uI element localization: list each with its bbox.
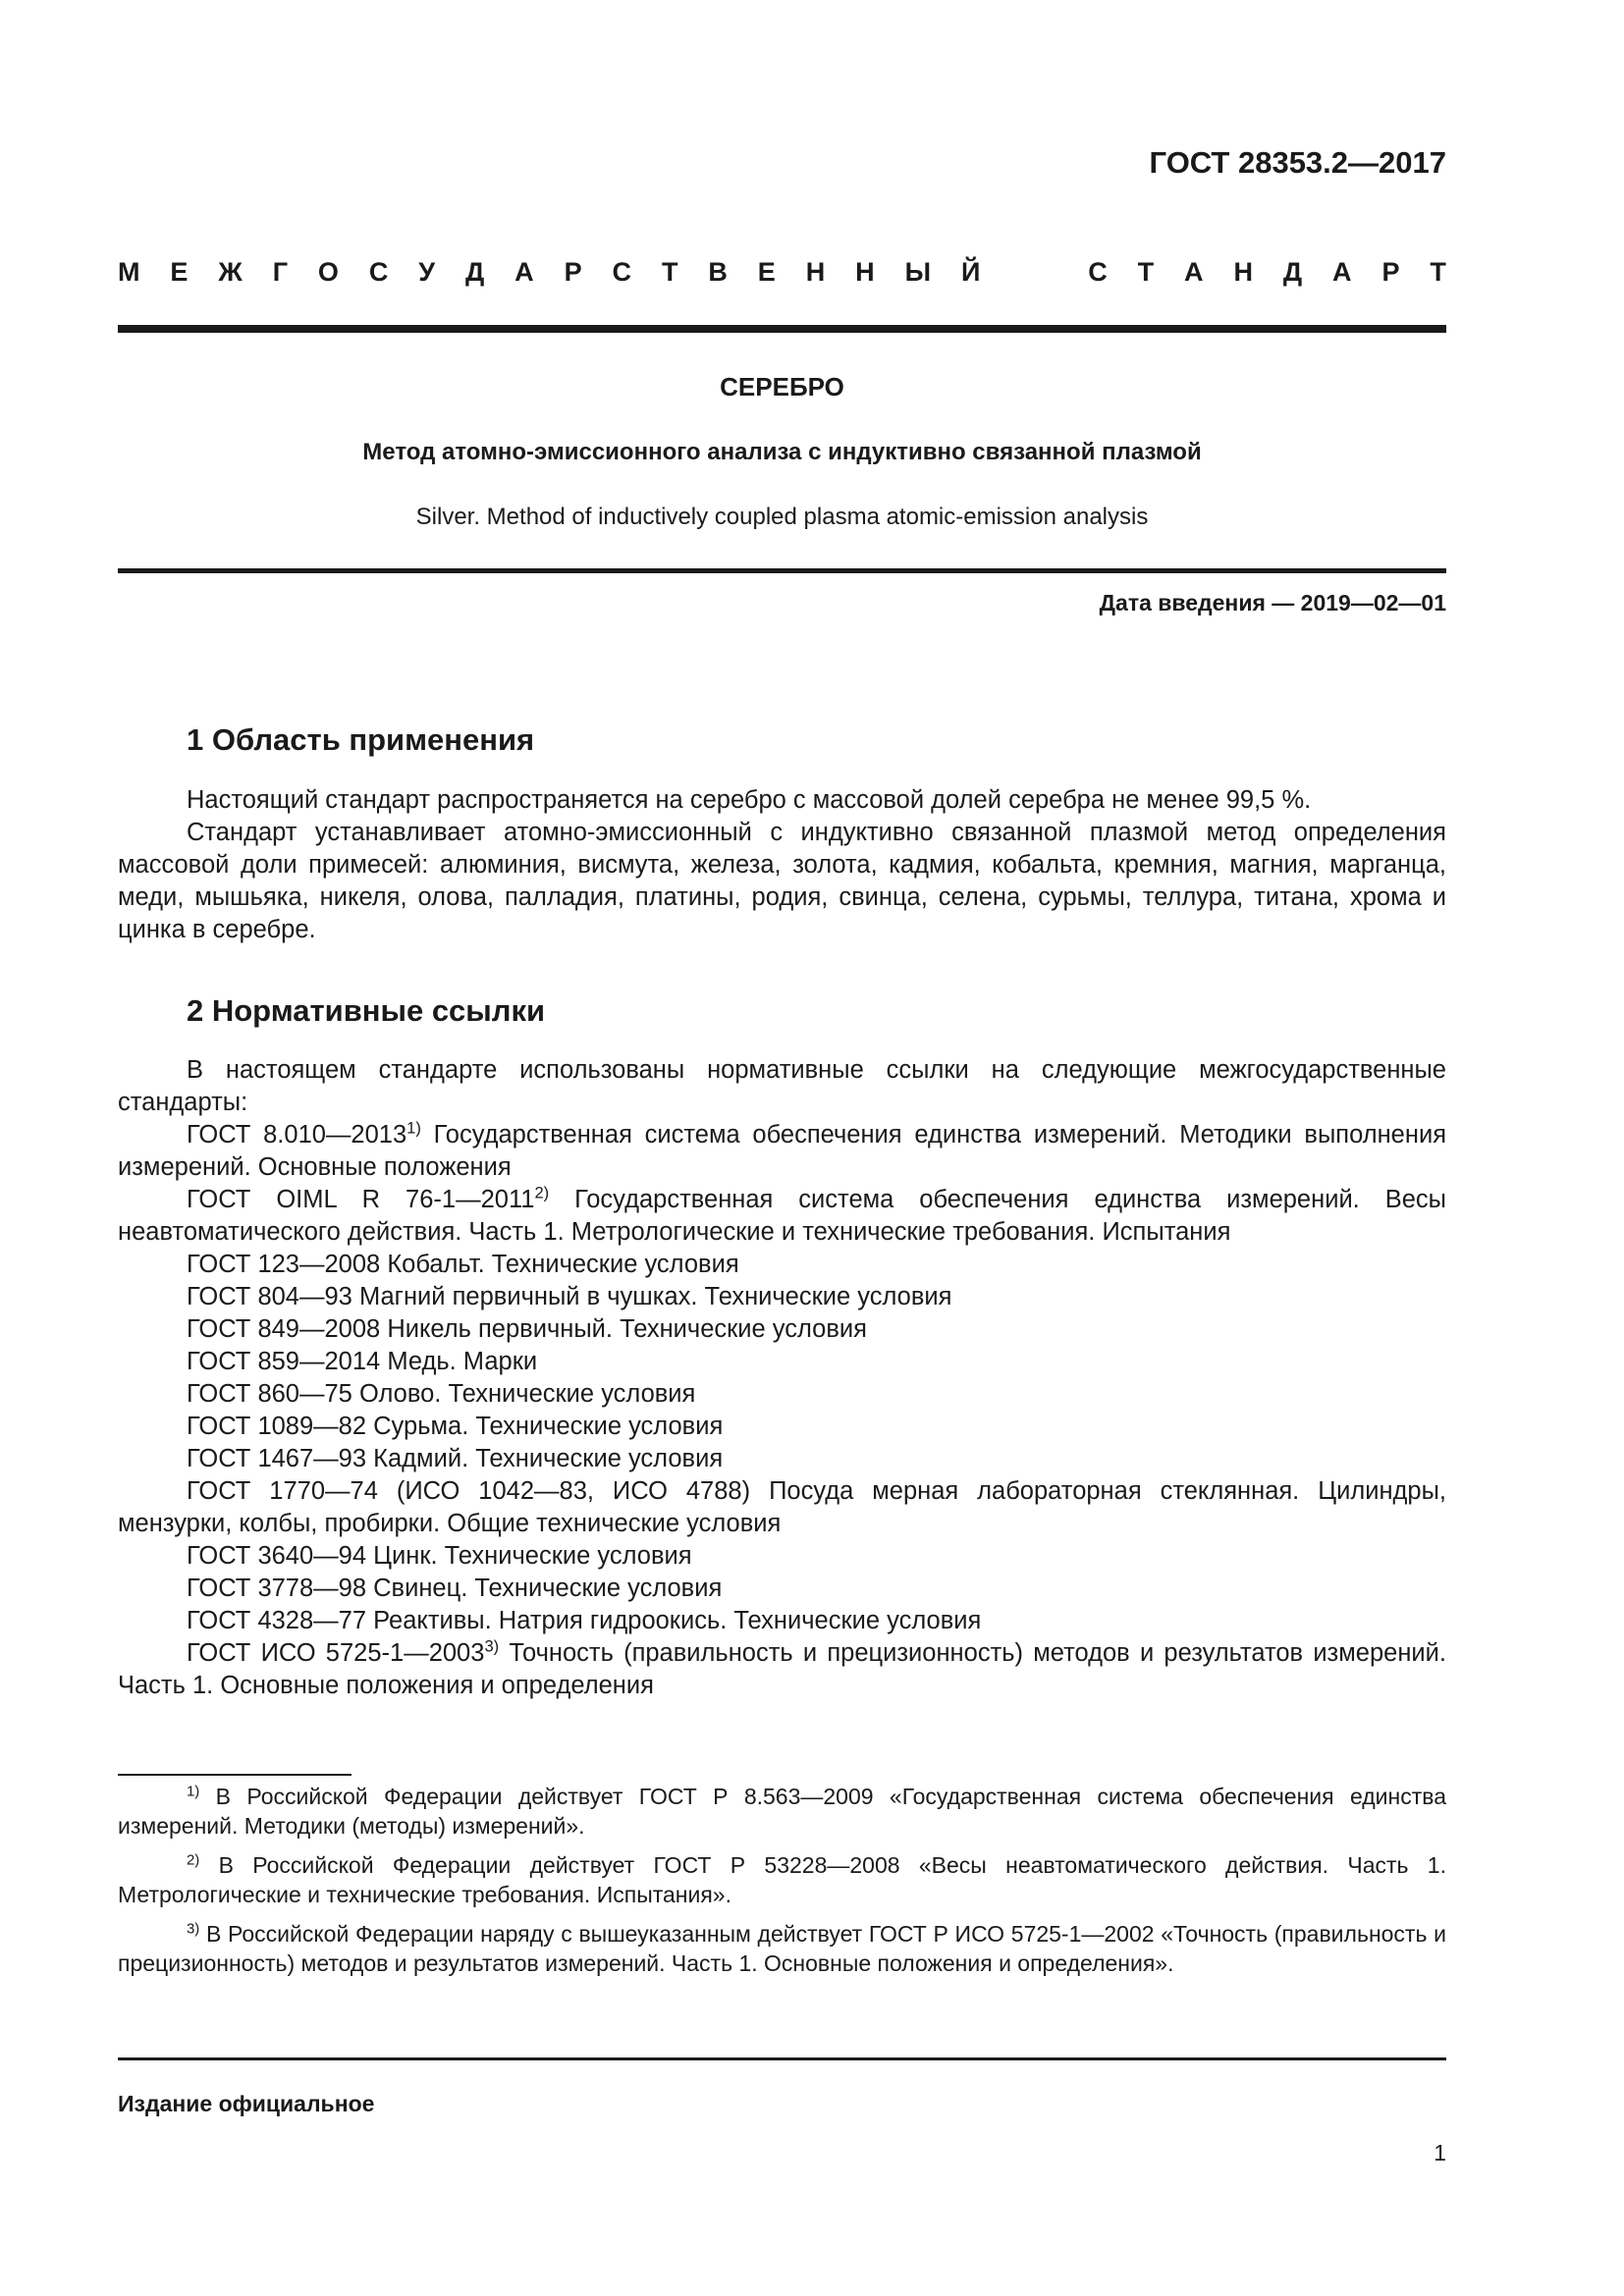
top-rule (118, 325, 1446, 333)
reference-title: Сурьма. Технические условия (373, 1413, 724, 1440)
reference-code: ГОСТ 859—2014 (187, 1348, 381, 1375)
reference-code: ГОСТ 8.010—2013 (187, 1121, 407, 1148)
footnote-text: В Российской Федерации действует ГОСТ Р 8.563—2009 «Государственная система обеспечения единства измерений. Методики (методы) измерений». (118, 1784, 1447, 1839)
letter: Т (1430, 257, 1446, 287)
letter: А (1184, 257, 1204, 287)
letter: О (317, 257, 339, 287)
letter: А (1332, 257, 1352, 287)
reference-title: Государственная система обеспечения единства измерений. Весы неавтоматического действия. Часть 1. Метрологические и технические требования. Испытания (118, 1186, 1447, 1246)
reference-item (118, 1540, 1446, 1573)
reference-code: ГОСТ ИСО 5725-1—2003 (187, 1639, 485, 1667)
letter: У (418, 257, 436, 287)
letter: Р (1381, 257, 1400, 287)
footnote-item (118, 1782, 1446, 1841)
footer-rule (118, 2057, 1446, 2060)
letter: Е (757, 257, 776, 287)
standard-type (118, 257, 1446, 288)
letter: Н (1233, 257, 1253, 287)
footnotes (118, 1782, 1446, 1988)
reference-list (118, 1119, 1446, 1702)
reference-item (118, 1443, 1446, 1475)
footnote-mark: 3) (484, 1636, 500, 1656)
letter: Ы (904, 257, 932, 287)
reference-code: ГОСТ 123—2008 (187, 1251, 381, 1278)
reference-item (118, 1119, 1446, 1184)
reference-title: Посуда мерная лабораторная стеклянная. Цилиндры, мензурки, колбы, пробирки. Общие технические условия (118, 1477, 1446, 1537)
letter: С (612, 257, 632, 287)
scope-body (118, 784, 1446, 946)
letter: Ж (218, 257, 243, 287)
footnote-mark: 2) (534, 1183, 550, 1202)
footnote-mark: 2) (187, 1851, 200, 1869)
reference-code: ГОСТ 804—93 (187, 1283, 352, 1310)
reference-item (118, 1378, 1446, 1411)
paragraph: В настоящем стандарте использованы нормативные ссылки на следующие межгосударственные стандарты: (118, 1056, 1446, 1116)
footnote-item (118, 1919, 1446, 1978)
references-body (118, 1054, 1446, 1702)
reference-item (118, 1313, 1446, 1346)
footnote-mark: 3) (187, 1920, 200, 1938)
letter: А (514, 257, 534, 287)
reference-title: Медь. Марки (387, 1348, 538, 1375)
reference-title: Олово. Технические условия (358, 1380, 696, 1408)
reference-title: Магний первичный в чушках. Технические условия (358, 1283, 952, 1310)
title-subtitle: Метод атомно-эмиссионного анализа с индуктивно связанной плазмой (362, 439, 1202, 465)
letter: В (708, 257, 728, 287)
footnote-text: В Российской Федерации наряду с вышеуказанным действует ГОСТ Р ИСО 5725-1—2002 «Точность (правильность и прецизионность) методов и результатов измерений. Часть 1. Основные положения и определения». (118, 1921, 1446, 1976)
reference-code: ГОСТ 3778—98 (187, 1575, 367, 1602)
title-rule (118, 568, 1446, 573)
section-heading-references: 2 Нормативные ссылки (187, 993, 546, 1028)
footnote-item (118, 1850, 1446, 1909)
reference-title: Цинк. Технические условия (373, 1542, 692, 1570)
letter: Й (960, 257, 981, 287)
reference-code: ГОСТ 1089—82 (187, 1413, 367, 1440)
reference-code: ГОСТ 1467—93 (187, 1445, 367, 1472)
letter: М (118, 257, 140, 287)
reference-item (118, 1637, 1446, 1702)
footnote-mark: 1) (406, 1118, 421, 1138)
letter: Д (465, 257, 485, 287)
title-english: Silver. Method of inductively coupled plasma atomic-emission analysis (415, 504, 1149, 530)
paragraph: Стандарт устанавливает атомно-эмиссионный с индуктивно связанной плазмой метод определения массовой доли примесей: алюминия, висмута, железа, золота, кадмия, кобальта, кремния, магния, марганца, меди, мышьяка, никеля, олова, палладия, платины, родия, свинца, селена, сурьмы, теллура, титана, хрома и цинка в серебре. (118, 819, 1446, 943)
reference-item (118, 1475, 1446, 1540)
reference-item (118, 1249, 1446, 1281)
reference-code: ГОСТ 3640—94 (187, 1542, 367, 1570)
reference-item (118, 1573, 1446, 1605)
gost-number: ГОСТ 28353.2—2017 (1149, 145, 1446, 180)
footnote-mark: 1) (187, 1783, 200, 1800)
title-main: СЕРЕБРО (720, 372, 844, 401)
reference-item (118, 1411, 1446, 1443)
letter: Р (564, 257, 582, 287)
letter: Н (855, 257, 875, 287)
letter: Т (1137, 257, 1155, 287)
reference-item (118, 1605, 1446, 1637)
page-number: 1 (1434, 2140, 1446, 2165)
reference-title: Никель первичный. Технические условия (387, 1315, 867, 1343)
footnote-rule (118, 1774, 352, 1776)
reference-title: Государственная система обеспечения единства измерений. Методики выполнения измерений. Основные положения (118, 1121, 1447, 1181)
letter: Д (1282, 257, 1303, 287)
letter: С (1088, 257, 1108, 287)
letter: Н (805, 257, 826, 287)
reference-code: ГОСТ 860—75 (187, 1380, 352, 1408)
reference-title: Свинец. Технические условия (373, 1575, 723, 1602)
word-gap (1010, 257, 1057, 288)
reference-code: ГОСТ 1770—74 (ИСО 1042—83, ИСО 4788) (187, 1477, 751, 1505)
paragraph: Настоящий стандарт распространяется на серебро с массовой долей серебра не менее 99,5 %. (187, 786, 1312, 814)
reference-title: Кадмий. Технические условия (373, 1445, 724, 1472)
reference-code: ГОСТ 849—2008 (187, 1315, 381, 1343)
reference-title: Реактивы. Натрия гидроокись. Технические условия (373, 1607, 982, 1634)
reference-item (118, 1346, 1446, 1378)
edition-label: Издание официальное (118, 2091, 375, 2116)
section-heading-scope: 1 Область применения (187, 722, 535, 757)
reference-title: Кобальт. Технические условия (387, 1251, 739, 1278)
reference-code: ГОСТ 4328—77 (187, 1607, 367, 1634)
letter: Е (170, 257, 189, 287)
letter: С (368, 257, 389, 287)
reference-title: Точность (правильность и прецизионность) методов и результатов измерений. Часть 1. Основные положения и определения (118, 1639, 1446, 1699)
letter: Т (661, 257, 678, 287)
footnote-text: В Российской Федерации действует ГОСТ Р 53228—2008 «Весы неавтоматического действия. Часть 1. Метрологические и технические требования. Испытания». (118, 1852, 1446, 1907)
reference-item (118, 1281, 1446, 1313)
reference-code: ГОСТ OIML R 76-1—2011 (187, 1186, 535, 1213)
letter: Г (272, 257, 288, 287)
reference-item (118, 1184, 1446, 1249)
introduction-date: Дата введения — 2019—02—01 (1099, 590, 1446, 615)
